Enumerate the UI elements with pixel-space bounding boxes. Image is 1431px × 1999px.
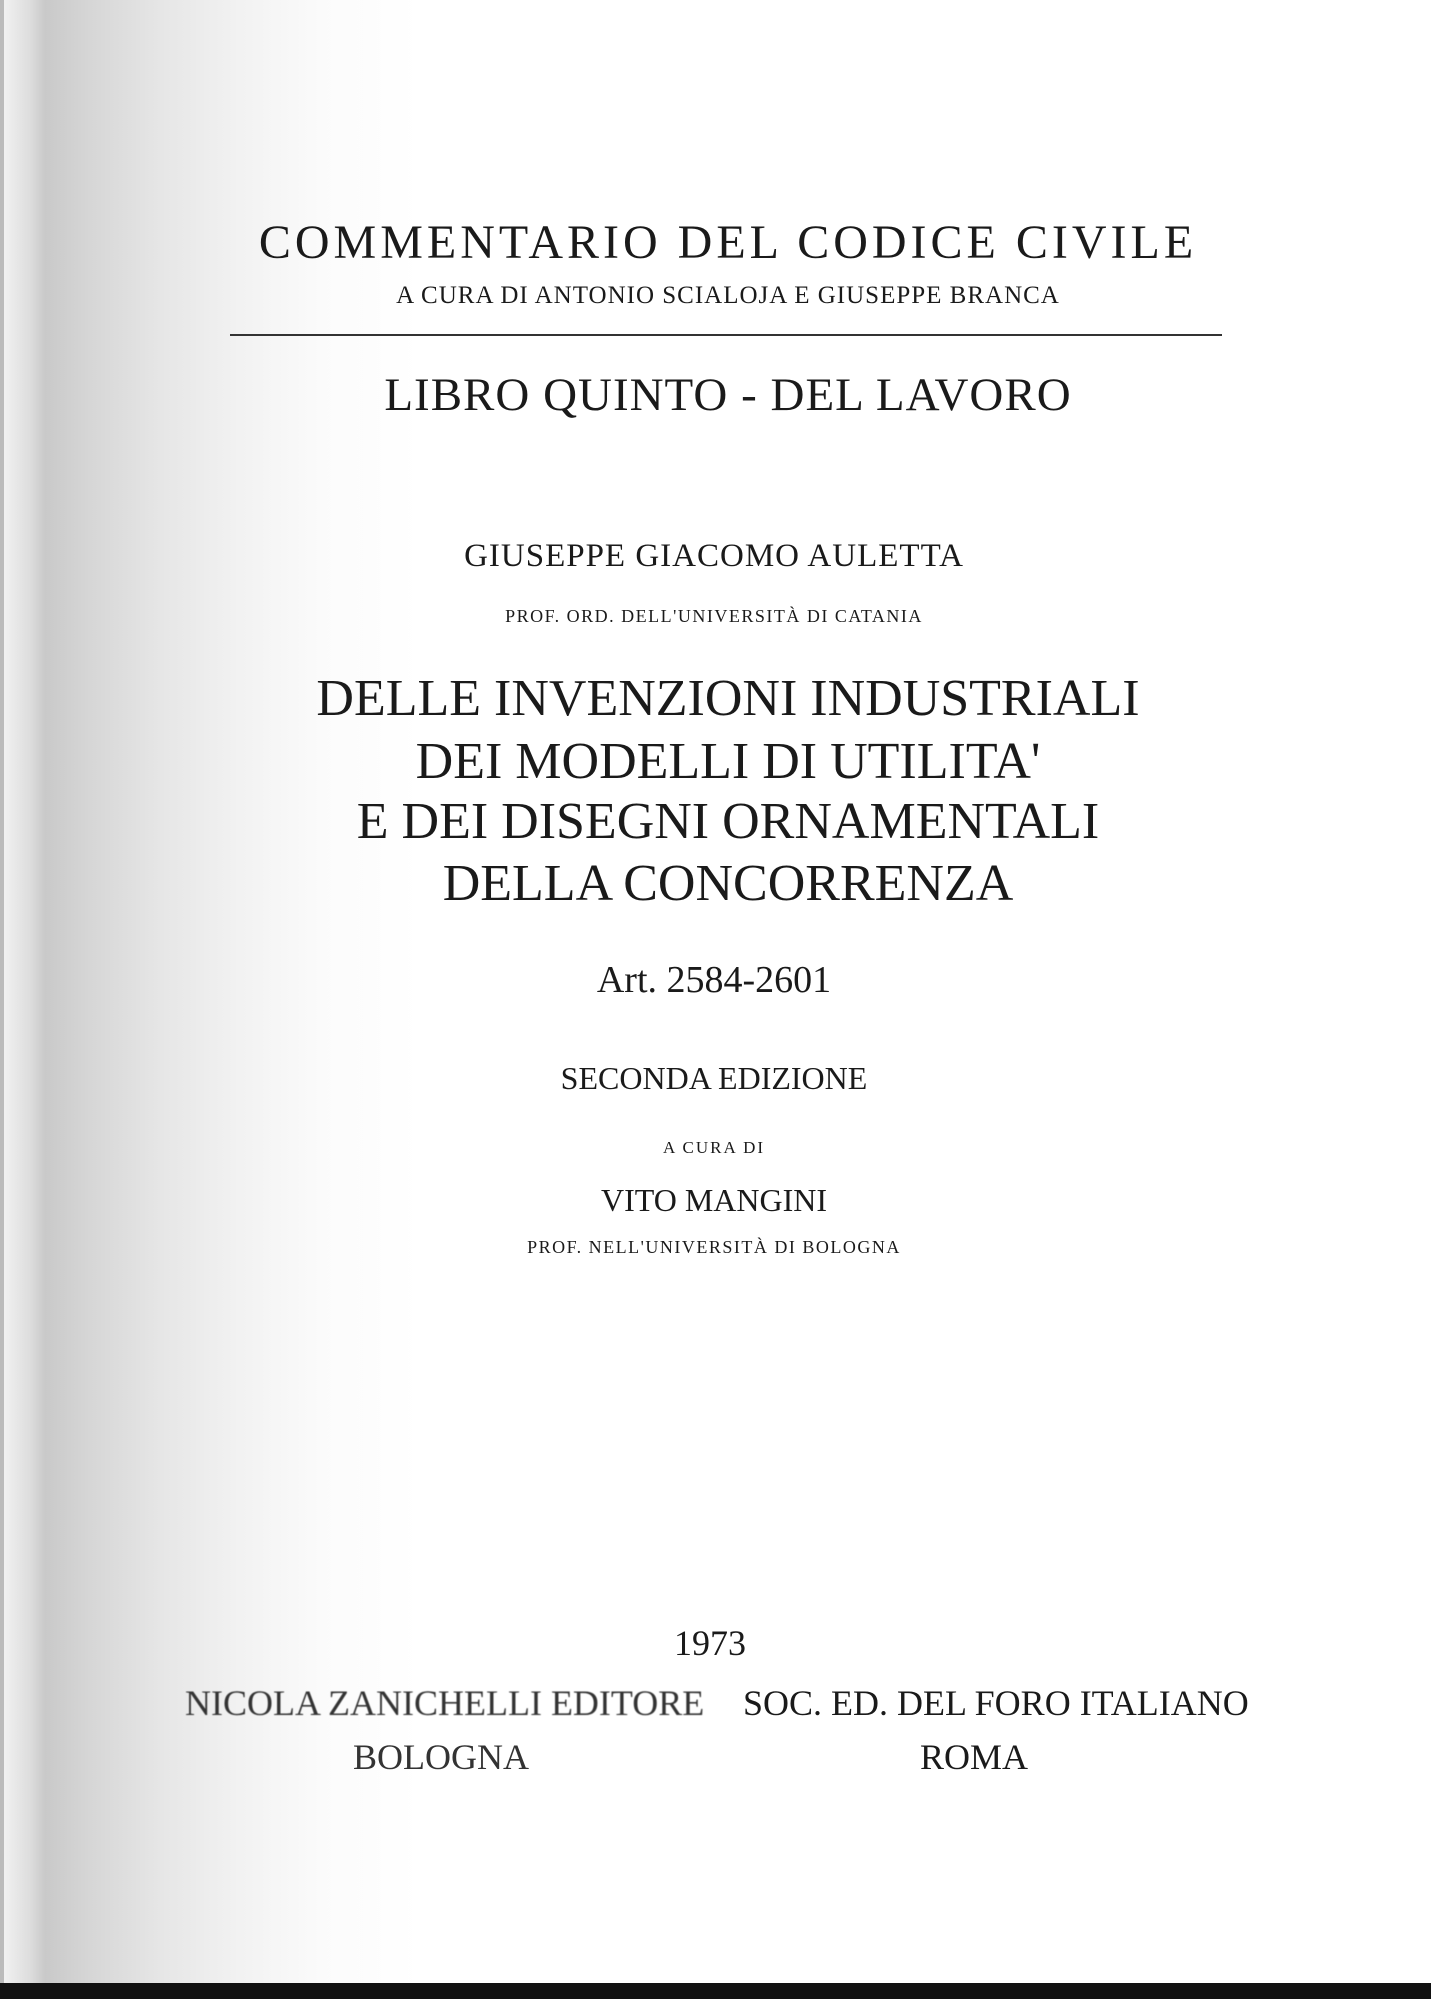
articles: Art. 2584-2601 (596, 959, 832, 1001)
book-title: LIBRO QUINTO - DEL LAVORO (384, 369, 1072, 421)
publisher-name: NICOLA ZANICHELLI EDITORE (185, 1683, 705, 1723)
publisher-city: ROMA (920, 1737, 1029, 1777)
work-title-line: DELLA CONCORRENZA (442, 855, 1014, 912)
author-affiliation: PROF. ORD. DELL'UNIVERSITÀ DI CATANIA (505, 606, 923, 626)
edition: SECONDA EDIZIONE (560, 1060, 868, 1096)
work-title-line: DEI MODELLI DI UTILITA' (415, 733, 1041, 790)
series-editors: A CURA DI ANTONIO SCIALOJA E GIUSEPPE BRANCA (396, 282, 1060, 309)
page-edge (0, 0, 4, 1999)
work-title-line: E DEI DISEGNI ORNAMENTALI (356, 793, 1100, 850)
scan-bottom-edge (0, 1983, 1431, 1999)
author-name: GIUSEPPE GIACOMO AULETTA (464, 538, 964, 574)
editor-label: A CURA DI (662, 1138, 766, 1157)
series-title: COMMENTARIO DEL CODICE CIVILE (258, 216, 1198, 269)
publisher-city: BOLOGNA (353, 1737, 529, 1777)
editor-affiliation: PROF. NELL'UNIVERSITÀ DI BOLOGNA (527, 1237, 901, 1257)
editor-name: VITO MANGINI (600, 1182, 828, 1218)
divider-rule (230, 334, 1222, 336)
publication-year: 1973 (674, 1623, 746, 1663)
work-title-line: DELLE INVENZIONI INDUSTRIALI (316, 670, 1140, 727)
publisher-name: SOC. ED. DEL FORO ITALIANO (743, 1683, 1249, 1723)
